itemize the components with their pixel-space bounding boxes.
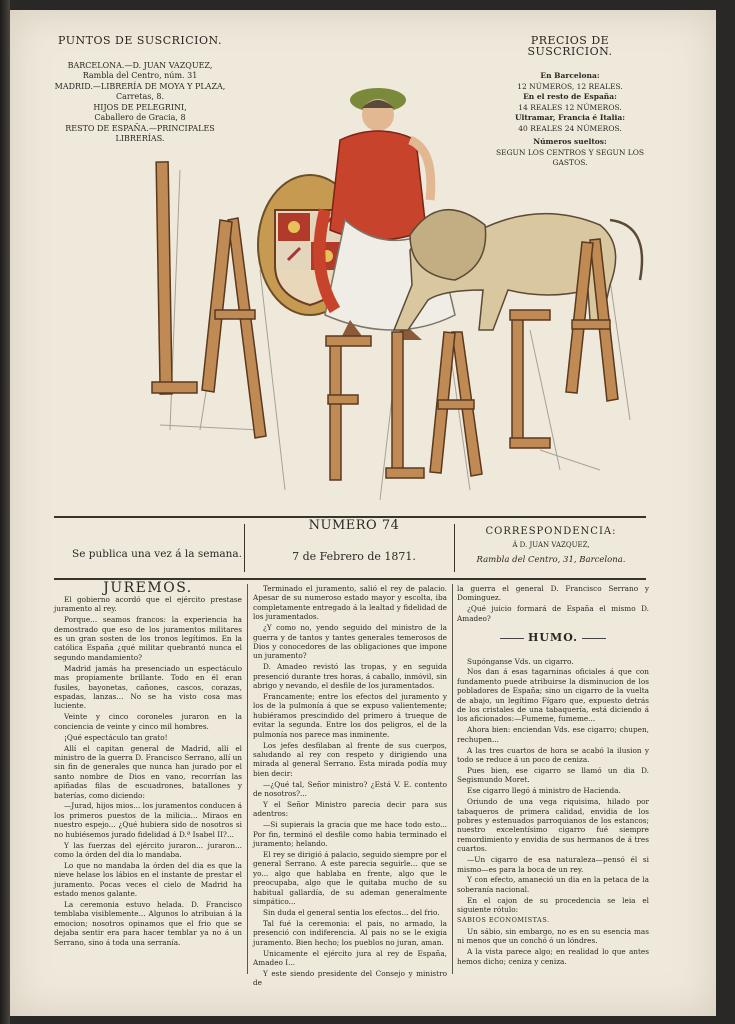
- paragraph: Un sábio, sin embargo, no es en su esencia mas ni menos que un conchó ó un lóndres.: [457, 927, 649, 946]
- subscription-line: RESTO DE ESPAÑA.—PRINCIPALES: [65, 123, 215, 133]
- paragraph: —Jurad, hijos mios... los juramentos conducen á los primeros puestos de la milicia... Miraos en nuestro espejo... ¿Qué hubiera sido de nosotros si no hubiésemos jurado fidelidad á D.ª Isabel II?...: [54, 801, 242, 839]
- price-line: 12 NÚMEROS, 12 REALES.: [517, 81, 623, 91]
- issue-number: NÚMERO 74: [308, 518, 400, 533]
- price-line: En el resto de España:: [523, 92, 617, 101]
- column-2: [253, 584, 447, 989]
- price-line: Ultramar, Francia é Italia:: [515, 113, 625, 122]
- paragraph: A las tres cuartos de hora se acabó la ilusion y todo se reduce á un poco de ceniza.: [457, 745, 649, 765]
- paragraph: El gobierno acordó que el ejército prestase juramento al rey.: [54, 594, 242, 614]
- column-rule: [452, 584, 453, 974]
- publication-frequency: Se publica una vez á la semana.: [72, 548, 243, 560]
- paragraph: Ese cigarro llegó á ministro de Hacienda.: [467, 786, 621, 796]
- paragraph: —Si supierais la gracia que me hace todo esto... Por fin, terminó el desfile como habia terminado el juramento; helando.: [253, 820, 447, 849]
- banner-divider: [454, 524, 455, 572]
- paragraph: la guerra el general D. Francisco Serrano y Dominguez.: [457, 584, 649, 603]
- masthead-title: LA FLACA: [397, 506, 403, 507]
- paragraph: Porque... seamos francos: la experiencia ha demostrado que eso de los juramentos militares es un gran sosten de los tronos legítimos. En la católica España ¿qué militar quebrantó nunca el segundo mandamiento?: [54, 615, 242, 662]
- paragraph: Veinte y cinco coroneles juraron en la conciencia de veinte y cinco mil hombres.: [54, 712, 242, 731]
- paragraph: Y con efecto, amaneció un dia en la petaca de la soberanía nacional.: [457, 875, 649, 894]
- paragraph: A la vista parece algo; en realidad lo que antes hemos dicho; ceniza y ceniza.: [457, 947, 649, 966]
- subscription-line: Rambla del Centro, núm. 31: [82, 71, 198, 80]
- price-line: SEGUN LOS CENTROS Y SEGUN LOS GASTOS.: [495, 147, 645, 167]
- correspondence-title: CORRESPONDENCIA:: [485, 526, 617, 537]
- correspondence-address: Rambla del Centro, 31, Barcelona.: [476, 555, 626, 565]
- paragraph: En el cajon de su procedencia se leia el siguiente rótulo:: [457, 895, 649, 915]
- paragraph: ¿Qué juicio formará de España el mismo D. Amadeo?: [457, 604, 649, 623]
- paragraph: La ceremonia estuvo helada. D. Francisco temblaba visiblemente... Algunos lo atribuian á la emocion; nosotros opinamos que el frio que se dejaba sentir era para hacer temblar ya no á un Serrano, sino á toda una serranía.: [54, 900, 242, 947]
- column-3: [457, 584, 649, 968]
- issue-date: 7 de Febrero de 1871.: [292, 550, 416, 563]
- issue-banner: [54, 516, 646, 580]
- paragraph: ¿Y como no, yendo seguido del ministro de la guerra y de tantos y tantes generales temerosos de Dios y conocedores de las obligaciones que impone un juramento?: [253, 623, 447, 661]
- paragraph: Nos dan á esas tagarninas oficiales á que con fundamento puede atribuirse la disminucion de los pobladores de España; sino un cigarro de la vuelta de abajo, un legítimo Fígaro que, expuesto detrás de los cristales de una tabaquería, está diciendo á los aficionados:—Fumeme, fumeme...: [457, 667, 649, 724]
- subscription-prices-title: PRECIOS DE SUSCRICION.: [527, 34, 613, 58]
- article-title: JUREMOS.: [103, 580, 193, 596]
- price-line: Números sueltos:: [533, 137, 607, 146]
- paragraph: Terminado el juramento, salió el rey de palacio. Apesar de su numeroso estado mayor y escolta, iba completamente entregado á la lealtad y fidelidad de los juramentados.: [253, 584, 447, 622]
- paragraph: —Un cigarro de esa naturaleza—pensó él si mismo—es para la boca de un rey.: [457, 855, 649, 874]
- paragraph: Y el Señor Ministro parecia decir para sus adentros:: [253, 799, 447, 819]
- price-line: 40 REALES 24 NÚMEROS.: [518, 123, 622, 133]
- paragraph: Oriundo de una vega riquisima, hilado por tabaqueros de primera calidad, envidia de los pobres y estenuados parroquianos de los estancos; nuestro excelentísimo cigarro fué siempre remordimiento y envidia de sus hermanos de á tres cuartos.: [457, 797, 649, 854]
- paragraph: —¿Qué tal, Señor ministro? ¿Está V. E. contento de nosotros?...: [253, 779, 447, 799]
- paragraph: Supónganse Vds. un cigarro.: [467, 656, 574, 666]
- paragraph: D. Amadeo revistó las tropas, y en seguida presenció durante tres horas, á caballo, inmóvil, sin abrigo y nevando, el desfile de los juramentados.: [253, 662, 447, 691]
- subscription-points-title: PUNTOS DE SUSCRICION.: [58, 34, 222, 47]
- paragraph: Los jefes desfilaban al frente de sus cuerpos, saludando al rey con respeto y dirigiendo una mirada al general Serrano. Esta mirada podía muy bien decir:: [253, 740, 447, 778]
- paragraph: Francamente; entre los efectos del juramento y los de la pulmonía á que se expuso valientemente; hubiéramos prescindido del primero á trueque de evitar la segunda. Entre los dos peligros, el de la pulmonía nos parece mas inminente.: [253, 691, 447, 739]
- book-spine: [0, 0, 10, 1024]
- paragraph: Unicamente el ejército jura al rey de España, Amadeo I...: [253, 948, 447, 967]
- column-rule: [247, 584, 248, 974]
- paragraph: Y las fuerzas del ejército juraron... juraron... como la órden del dia lo mandaba.: [54, 840, 242, 859]
- subscription-line: Carretas, 8.: [115, 92, 165, 101]
- paragraph: Lo que no mandaba la órden del dia es que la nieve helase los lábios en el instante de prestar el juramento. Pocas veces el cielo de Madrid ha estado menos galante.: [54, 860, 242, 899]
- subscription-line: HIJOS DE PELEGRINI,: [93, 102, 187, 112]
- paragraph: Ahora bien: enciendan Vds. ese cigarro; chupen, rechupen...: [457, 725, 649, 744]
- newspaper-page: [10, 10, 716, 1016]
- paragraph: El rey se dirigió á palacio, seguido siempre por el general Serrano. A este parecia seguirle... que se yo... algo que hablaba en frente, algo que le preocupaba, algo que le quitaba mucho de su habitual gallardía, de su ademan generalmente simpático...: [253, 849, 447, 906]
- paragraph: SABIOS ECONOMISTAS.: [457, 916, 550, 925]
- paragraph: Pues bien, ese cigarro se llamó un dia D. Segismundo Moret.: [457, 766, 649, 785]
- subscription-line: LIBRERÍAS.: [115, 134, 165, 143]
- paragraph: Y este siendo presidente del Consejo y ministro de: [253, 968, 447, 988]
- subscription-line: BARCELONA.—D. JUAN VAZQUEZ,: [67, 60, 213, 70]
- paragraph: Allí el capitan general de Madrid, allí el ministro de la guerra D. Francisco Serrano, allí un sin fin de generales que nunca han jurado por el santo nombre de Dios en vano, recorrían las apiñadas filas de escuadrones, batallones y baterías, como diciendo:: [54, 743, 242, 800]
- masthead-illustration: [140, 70, 660, 510]
- banner-divider: [244, 524, 245, 572]
- price-line: 14 REALES 12 NÚMEROS.: [518, 102, 622, 112]
- paragraph: Tal fué la ceremonia: el pais, no armado, la presenció con indiferencia. Al pais no se le exigia juramento. Bien hecho; los pueblos no juran, aman.: [253, 918, 447, 947]
- paragraph: ¡Qué espectáculo tan grato!: [64, 732, 168, 742]
- article-title: HUMO.: [457, 633, 649, 642]
- correspondence-name: Á D. JUAN VAZQUEZ,: [512, 541, 590, 549]
- price-line: En Barcelona:: [540, 71, 600, 80]
- paragraph: Madrid jamás ha presenciado un espectáculo mas propiamente brillante. Todo en él eran fusiles, bayonetas, cañones, cascos, corazas, espadas, lanzas... No se ha visto cosa mas luciente.: [54, 663, 242, 711]
- paragraph: Sin duda el general sentia los efectos... del frio.: [263, 907, 440, 917]
- subscription-line: MADRID.—LIBRERÍA DE MOYA Y PLAZA,: [54, 81, 226, 91]
- column-1: [54, 580, 242, 949]
- subscription-line: Caballero de Gracia, 8: [94, 113, 186, 122]
